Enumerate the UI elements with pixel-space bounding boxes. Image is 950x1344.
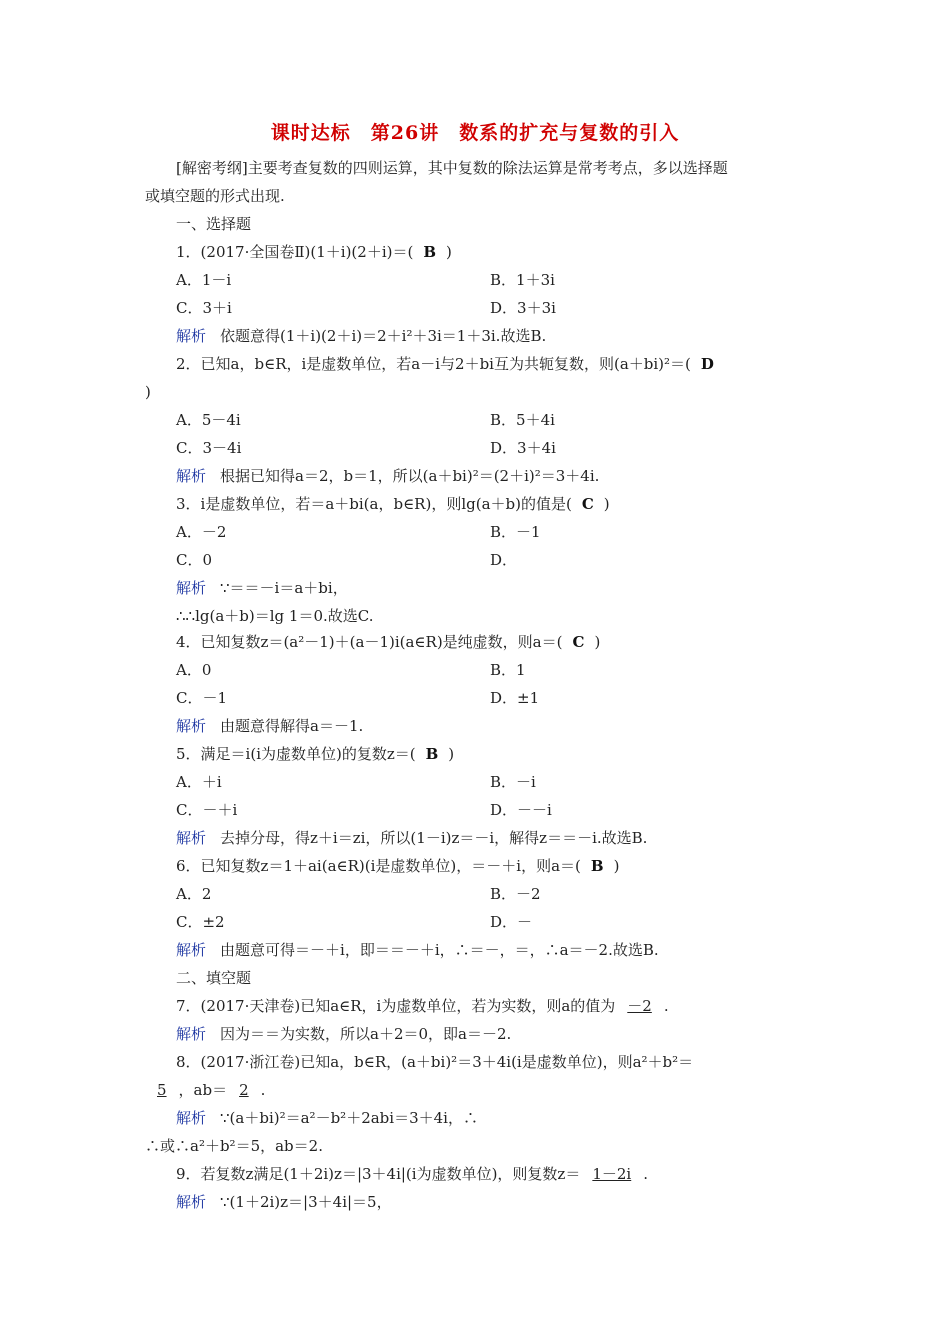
answer-blank: －2 [627,997,652,1015]
solution-label: 解析 [176,941,207,959]
solution-label: 解析 [176,327,207,345]
option-c: C．±2 [176,913,225,931]
answer-blank: 1－2i [592,1165,632,1183]
option-c: C．3＋i [176,299,232,317]
option-a: A．5－4i [176,411,241,429]
question-8-stem: 8．(2017·浙江卷)已知a，b∈R，(a＋bi)²＝3＋4i(i是虚数单位)，则a²＋b²＝ [176,1053,694,1071]
option-b: B．1＋3i [490,271,555,289]
intro-line-1: [解密考纲]主要考查复数的四则运算，其中复数的除法运算是常考考点，多以选择题 [176,159,728,177]
solution-8-line-2: ∴或∴a²＋b²＝5，ab＝2. [145,1137,323,1155]
answer-mark: D [700,355,714,373]
solution-label: 解析 [176,467,207,485]
solution-label: 解析 [176,1025,207,1043]
question-5-stem: 5．满足＝i(i为虚数单位)的复数z＝( B ) [176,745,455,763]
option-b: B．－1 [490,523,541,541]
section-heading-choice: 一、选择题 [176,215,252,233]
answer-mark: B [425,745,439,763]
answer-mark: B [423,243,437,261]
solution-8: 解析 ∵(a＋bi)²＝a²－b²＋2abi＝3＋4i，∴ [176,1109,478,1127]
option-d: D．－－i [490,801,552,819]
option-c: C．－＋i [176,801,238,819]
question-3-stem: 3．i是虚数单位，若＝a＋bi(a，b∈R)，则lg(a＋b)的值是( C ) [176,495,610,513]
answer-mark: C [581,495,594,513]
option-d: D．±1 [490,689,540,707]
option-b: B．－2 [490,885,541,903]
solution-6: 解析 由题意可得＝－＋i，即＝＝－＋i，∴＝－，＝，∴a＝－2.故选B. [176,941,659,959]
solution-3-line-2: ∴∴lg(a＋b)＝lg 1＝0.故选C. [176,607,374,625]
option-a: A．＋i [176,773,222,791]
solution-label: 解析 [176,579,207,597]
solution-label: 解析 [176,829,207,847]
option-c: C．－1 [176,689,228,707]
question-9-stem: 9．若复数z满足(1＋2i)z＝|3＋4i|(i为虚数单位)，则复数z＝ 1－2i . [176,1165,649,1183]
solution-label: 解析 [176,717,207,735]
question-2-stem: 2．已知a，b∈R，i是虚数单位，若a－i与2＋bi互为共轭复数，则(a＋bi)²＝( D [176,354,724,374]
solution-label: 解析 [176,1193,207,1211]
option-d: D．3＋3i [490,299,556,317]
question-8-answers: 5 ，ab＝ 2 . [145,1080,265,1100]
question-4-stem: 4．已知复数z＝(a²－1)＋(a－1)i(a∈R)是纯虚数，则a＝( C ) [176,633,601,651]
option-d: D．3＋4i [490,439,556,457]
solution-1: 解析 依题意得(1＋i)(2＋i)＝2＋i²＋3i＝1＋3i.故选B. [176,327,547,345]
answer-blank: 5 [157,1081,167,1099]
option-c: C．0 [176,551,213,569]
option-a: A．－2 [176,523,227,541]
option-b: B．－i [490,773,536,791]
solution-2: 解析 根据已知得a＝2，b＝1，所以(a＋bi)²＝(2＋i)²＝3＋4i. [176,467,600,485]
solution-9: 解析 ∵(1＋2i)z＝|3＋4i|＝5， [176,1193,392,1211]
answer-mark: C [572,633,585,651]
option-b: B．5＋4i [490,411,555,429]
solution-7: 解析 因为＝＝为实数，所以a＋2＝0，即a＝－2. [176,1025,512,1043]
solution-5: 解析 去掉分母，得z＋i＝zi，所以(1－i)z＝－i，解得z＝＝－i.故选B. [176,829,648,847]
option-a: A．0 [176,661,212,679]
section-heading-fill: 二、填空题 [176,969,252,987]
option-a: A．2 [176,885,212,903]
option-c: C．3－4i [176,439,242,457]
answer-blank: 2 [239,1081,249,1099]
question-7-stem: 7．(2017·天津卷)已知a∈R，i为虚数单位，若为实数，则a的值为 －2 . [176,997,669,1015]
question-2-close: ) [145,383,151,401]
question-1-stem: 1．(2017·全国卷Ⅱ)(1＋i)(2＋i)＝( B ) [176,243,452,261]
option-d: D． [490,551,518,569]
question-6-stem: 6．已知复数z＝1＋ai(a∈R)(i是虚数单位)，＝－＋i，则a＝( B ) [176,857,620,875]
option-a: A．1－i [176,271,232,289]
option-b: B．1 [490,661,526,679]
option-d: D．－ [490,913,533,931]
answer-mark: B [590,857,604,875]
page-title: 课时达标 第26讲 数系的扩充与复数的引入 [270,122,680,144]
intro-line-2: 或填空题的形式出现. [145,187,285,205]
solution-4: 解析 由题意得解得a＝－1. [176,717,364,735]
solution-label: 解析 [176,1109,207,1127]
solution-3: 解析 ∵＝＝－i＝a＋bi， [176,579,348,597]
